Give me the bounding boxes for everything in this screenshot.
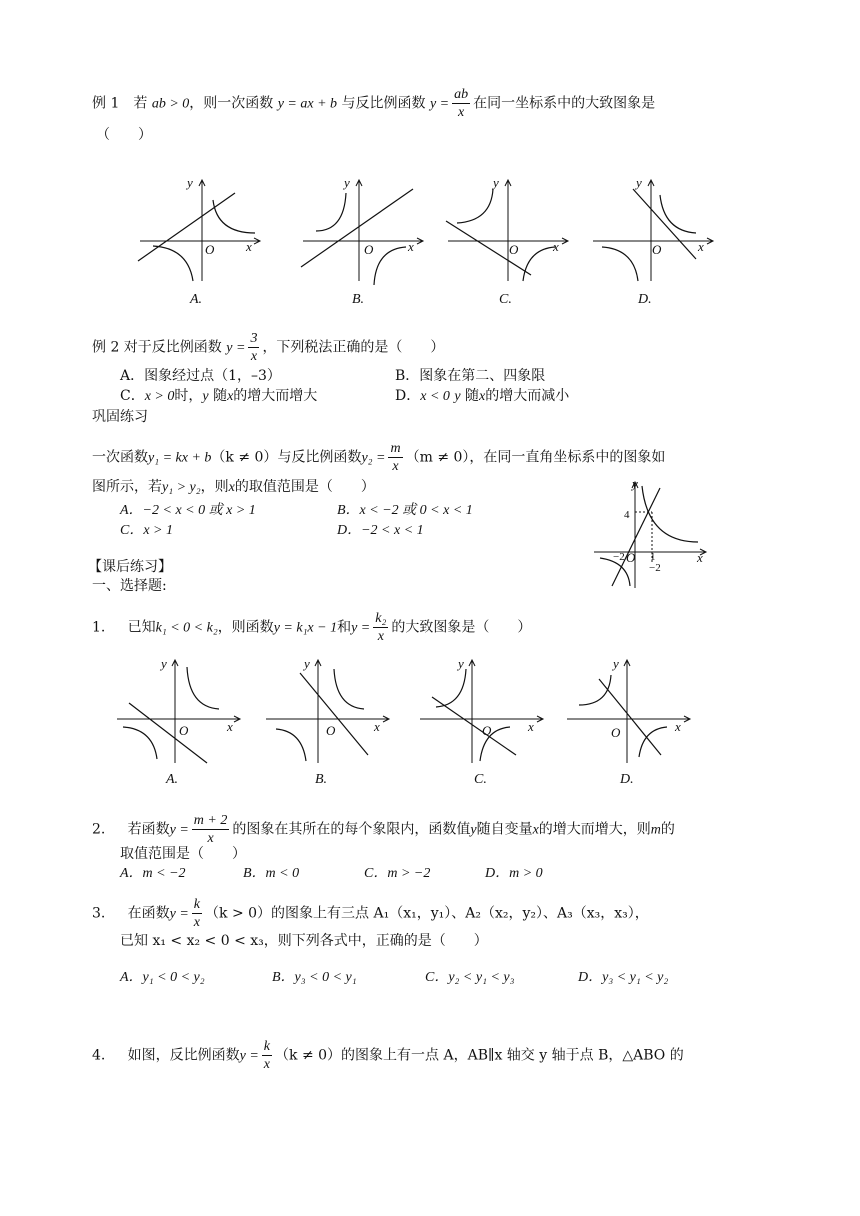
question-1: 1. 已知k₁ < 0 < k₂，则函数y = k₁x − 1和y = $\frac{\text{k₂}}{x}$ 的大致图象是（ ） <box>92 611 532 644</box>
answer-paren: （ ） <box>96 127 152 143</box>
question-4: 4. 如图，反比例函数y = $\frac{k}{x}$ （k ≠ 0）的图象上有一点 A，AB∥x 轴交 y 轴于点 B，△ABO 的 <box>92 1039 684 1072</box>
ex2-option-a: A．图象经过点（1，–3） <box>120 368 281 384</box>
q3-option-a: A．y₁ < 0 < y₂ <box>120 970 205 985</box>
svg-text:x: x <box>408 239 414 254</box>
graph-q1-a <box>115 655 245 765</box>
q2-option-b: B．m < 0 <box>243 866 300 881</box>
section-subtitle: 一、选择题: <box>92 578 167 594</box>
option-label-c: C. <box>499 292 512 307</box>
example-2-line: 例 2 对于反比例函数 y = $\frac{3}{x}$ ，下列税法正确的是（ ） <box>92 331 445 364</box>
consolidate-option-b: B．x < −2 或 0 < x < 1 <box>337 503 473 518</box>
ex2-option-d: D．x < 0 y 随x的增大而减小 <box>395 388 570 404</box>
svg-text:x: x <box>528 719 534 734</box>
q1-label-b: B. <box>315 772 328 787</box>
svg-text:O: O <box>205 242 215 257</box>
q3-option-d: D．y₃ < y₁ < y₂ <box>578 970 669 985</box>
svg-text:O: O <box>509 242 519 257</box>
svg-text:O: O <box>611 725 621 740</box>
consolidate-line-1: 一次函数y₁ = kx + b（k ≠ 0）与反比例函数y₂ = $\frac{m}{x}$ （m ≠ 0），在同一直角坐标系中的图象如 <box>92 441 666 474</box>
condition-ab: ab > 0 <box>151 96 190 112</box>
svg-text:x: x <box>246 239 252 254</box>
q3-option-c: C．y₂ < y₁ < y₃ <box>425 970 515 985</box>
svg-text:y: y <box>613 656 619 671</box>
graph-consolidate <box>594 478 714 588</box>
option-label-a: A. <box>190 292 203 307</box>
svg-text:x: x <box>374 719 380 734</box>
graph-ex1-c <box>443 175 573 285</box>
q3-option-b: B．y₃ < 0 < y₁ <box>272 970 357 985</box>
option-label-b: B. <box>352 292 365 307</box>
question-2: 2. 若函数y = $\frac{m + 2}{x}$ 的图象在其所在的每个象限内，函数值y随自变量x的增大而增大，则m的 <box>92 813 675 846</box>
question-3-line-2: 已知 x₁ < x₂ < 0 < x₃，则下列各式中，正确的是（ ） <box>120 933 488 949</box>
example-1-line: 例 1 若 ab > 0，则一次函数 y = ax + b 与反比例函数 y = $\frac{ab}{x}$ 在同一坐标系中的大致图象是 <box>92 87 656 120</box>
graph-q1-d <box>565 655 695 765</box>
q1-label-a: A. <box>166 772 179 787</box>
svg-text:x: x <box>698 239 704 254</box>
svg-text:y: y <box>161 656 167 671</box>
svg-text:1: 1 <box>650 551 656 563</box>
ex2-option-c: C．x > 0时，y 随x的增大而增大 <box>120 388 318 404</box>
fraction-3-over-x: $\frac{3}{x}$ <box>250 331 258 364</box>
svg-text:y: y <box>493 175 499 190</box>
svg-text:y: y <box>636 175 642 190</box>
consolidate-option-c: C．x > 1 <box>120 523 173 538</box>
label-x: x <box>697 550 703 565</box>
svg-text:y: y <box>187 175 193 190</box>
q1-label-d: D. <box>620 772 634 787</box>
q2-option-c: C．m > −2 <box>364 866 431 881</box>
section-title-after: 【课后练习】 <box>88 559 172 575</box>
label-origin: O <box>626 550 636 565</box>
question-3: 3. 在函数y = $\frac{k}{x}$ （k > 0）的图象上有三点 A₁（x₁，y₁）、A₂（x₂，y₂）、A₃（x₃，x₃）， <box>92 897 649 930</box>
graph-q1-c <box>418 655 548 765</box>
svg-text:O: O <box>179 723 189 738</box>
linear-function: y = ax + b <box>277 96 338 112</box>
question-2-line-2: 取值范围是（ ） <box>120 846 246 862</box>
graph-q1-b <box>264 655 394 765</box>
svg-text:y: y <box>458 656 464 671</box>
label-y: y <box>632 476 638 491</box>
svg-text:4: 4 <box>624 509 630 521</box>
svg-text:−2: −2 <box>613 551 625 563</box>
svg-text:x: x <box>675 719 681 734</box>
graph-ex1-b <box>298 175 428 285</box>
ex2-option-b: B．图象在第二、四象限 <box>395 368 546 384</box>
consolidate-option-a: A．−2 < x < 0 或 x > 1 <box>120 503 256 518</box>
svg-text:O: O <box>364 242 374 257</box>
svg-text:x: x <box>553 239 559 254</box>
svg-text:y: y <box>344 175 350 190</box>
svg-text:−2: −2 <box>649 562 661 574</box>
graph-ex1-d <box>588 175 718 285</box>
q2-option-d: D．m > 0 <box>485 866 543 881</box>
q2-option-a: A．m < −2 <box>120 866 186 881</box>
svg-text:O: O <box>482 723 492 738</box>
fraction-ab-over-x: $\frac{ab}{x}$ <box>454 87 469 120</box>
q1-label-c: C. <box>474 772 487 787</box>
svg-text:y: y <box>304 656 310 671</box>
graph-ex1-a <box>135 175 265 285</box>
consolidate-line-2: 图所示，若y₁ > y₂，则x的取值范围是（ ） <box>92 479 375 495</box>
svg-text:x: x <box>227 719 233 734</box>
section-title-consolidate: 巩固练习 <box>92 409 148 425</box>
consolidate-option-d: D．−2 < x < 1 <box>337 523 424 538</box>
svg-text:O: O <box>326 723 336 738</box>
option-label-d: D. <box>638 292 652 307</box>
svg-text:O: O <box>652 242 662 257</box>
